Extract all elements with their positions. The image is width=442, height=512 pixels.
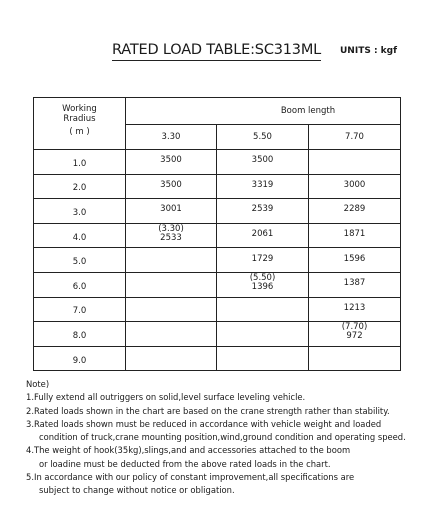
note-line: 2.Rated loads shown in the chart are based on the crane strength rather than stability. bbox=[26, 405, 390, 416]
load-cell-line: (5.50) bbox=[249, 273, 276, 284]
load-cell bbox=[217, 297, 309, 322]
load-cell bbox=[126, 248, 217, 273]
rated-load-table bbox=[33, 97, 401, 371]
load-cell: 1213 bbox=[309, 297, 401, 322]
note-line: 4.The weight of hook(35kg),slings,and and accessories attached to the boom bbox=[26, 445, 351, 456]
load-cell bbox=[309, 150, 401, 175]
table-row bbox=[34, 322, 401, 347]
load-cell: 2289 bbox=[309, 199, 401, 224]
load-cell bbox=[217, 272, 309, 297]
load-cell: 3001 bbox=[126, 199, 217, 224]
load-cell: 1596 bbox=[309, 248, 401, 273]
load-cell bbox=[126, 272, 217, 297]
load-cell: 1871 bbox=[309, 223, 401, 248]
radius-cell: 8.0 bbox=[34, 322, 126, 347]
load-cell: 2539 bbox=[217, 199, 309, 224]
table-row bbox=[34, 297, 401, 322]
load-cell bbox=[309, 346, 401, 371]
load-cell bbox=[217, 322, 309, 347]
load-cell: 3500 bbox=[126, 150, 217, 175]
table-row bbox=[34, 223, 401, 248]
load-cell: 3500 bbox=[217, 150, 309, 175]
radius-header-line: ( m ) bbox=[69, 127, 90, 137]
boom-header-3-30: 3.30 bbox=[126, 125, 217, 150]
load-cell bbox=[309, 322, 401, 347]
note-line: or loadine must be deducted from the above rated loads in the chart. bbox=[39, 458, 331, 469]
notes-heading: Note) bbox=[26, 379, 50, 389]
load-cell bbox=[126, 223, 217, 248]
radius-cell: 1.0 bbox=[34, 150, 126, 175]
load-rows bbox=[34, 150, 401, 371]
boom-length-header: Boom length bbox=[126, 98, 401, 125]
load-cell: 2061 bbox=[217, 223, 309, 248]
load-cell: 3500 bbox=[126, 174, 217, 199]
radius-cell: 6.0 bbox=[34, 272, 126, 297]
table-row bbox=[34, 174, 401, 199]
table-row bbox=[34, 248, 401, 273]
radius-cell: 2.0 bbox=[34, 174, 126, 199]
units-label: UNITS : kgf bbox=[340, 46, 398, 56]
radius-cell: 9.0 bbox=[34, 346, 126, 371]
notes-lines bbox=[26, 391, 438, 497]
header bbox=[0, 40, 442, 66]
load-cell-line: 2533 bbox=[160, 233, 182, 244]
load-cell-line: 972 bbox=[346, 331, 363, 342]
load-cell-line: (7.70) bbox=[341, 322, 368, 333]
load-cell bbox=[126, 346, 217, 371]
radius-header-line: Rradius bbox=[63, 114, 96, 124]
load-cell bbox=[217, 346, 309, 371]
radius-cell: 4.0 bbox=[34, 223, 126, 248]
boom-header-7-70: 7.70 bbox=[309, 125, 401, 150]
radius-header bbox=[34, 98, 126, 150]
note-line: condition of truck,crane mounting position,wind,ground condition and operating speed. bbox=[39, 432, 406, 443]
load-cell-line: (3.30) bbox=[158, 224, 184, 235]
table-row bbox=[34, 346, 401, 371]
load-cell bbox=[126, 322, 217, 347]
load-cell: 1387 bbox=[309, 272, 401, 297]
radius-cell: 3.0 bbox=[34, 199, 126, 224]
load-cell: 3319 bbox=[217, 174, 309, 199]
notes bbox=[26, 378, 438, 498]
boom-header-5-50: 5.50 bbox=[217, 125, 309, 150]
table-row bbox=[34, 199, 401, 224]
table-row bbox=[34, 272, 401, 297]
radius-cell: 7.0 bbox=[34, 297, 126, 322]
load-cell bbox=[126, 297, 217, 322]
table-row bbox=[34, 150, 401, 175]
note-line: 5.In accordance with our policy of constant improvement,all specifications are bbox=[26, 472, 355, 483]
note-line: 3.Rated loads shown must be reduced in accordance with vehicle weight and loaded bbox=[26, 418, 382, 429]
load-cell-line: 1396 bbox=[251, 282, 274, 293]
radius-cell: 5.0 bbox=[34, 248, 126, 273]
note-line: subject to change without notice or obligation. bbox=[39, 485, 235, 496]
load-cell: 1729 bbox=[217, 248, 309, 273]
radius-header-line: Working bbox=[62, 104, 97, 114]
note-line: 1.Fully extend all outriggers on solid,level surface leveling vehicle. bbox=[26, 392, 306, 403]
load-cell: 3000 bbox=[309, 174, 401, 199]
table-title: RATED LOAD TABLE:SC313ML bbox=[112, 42, 321, 61]
